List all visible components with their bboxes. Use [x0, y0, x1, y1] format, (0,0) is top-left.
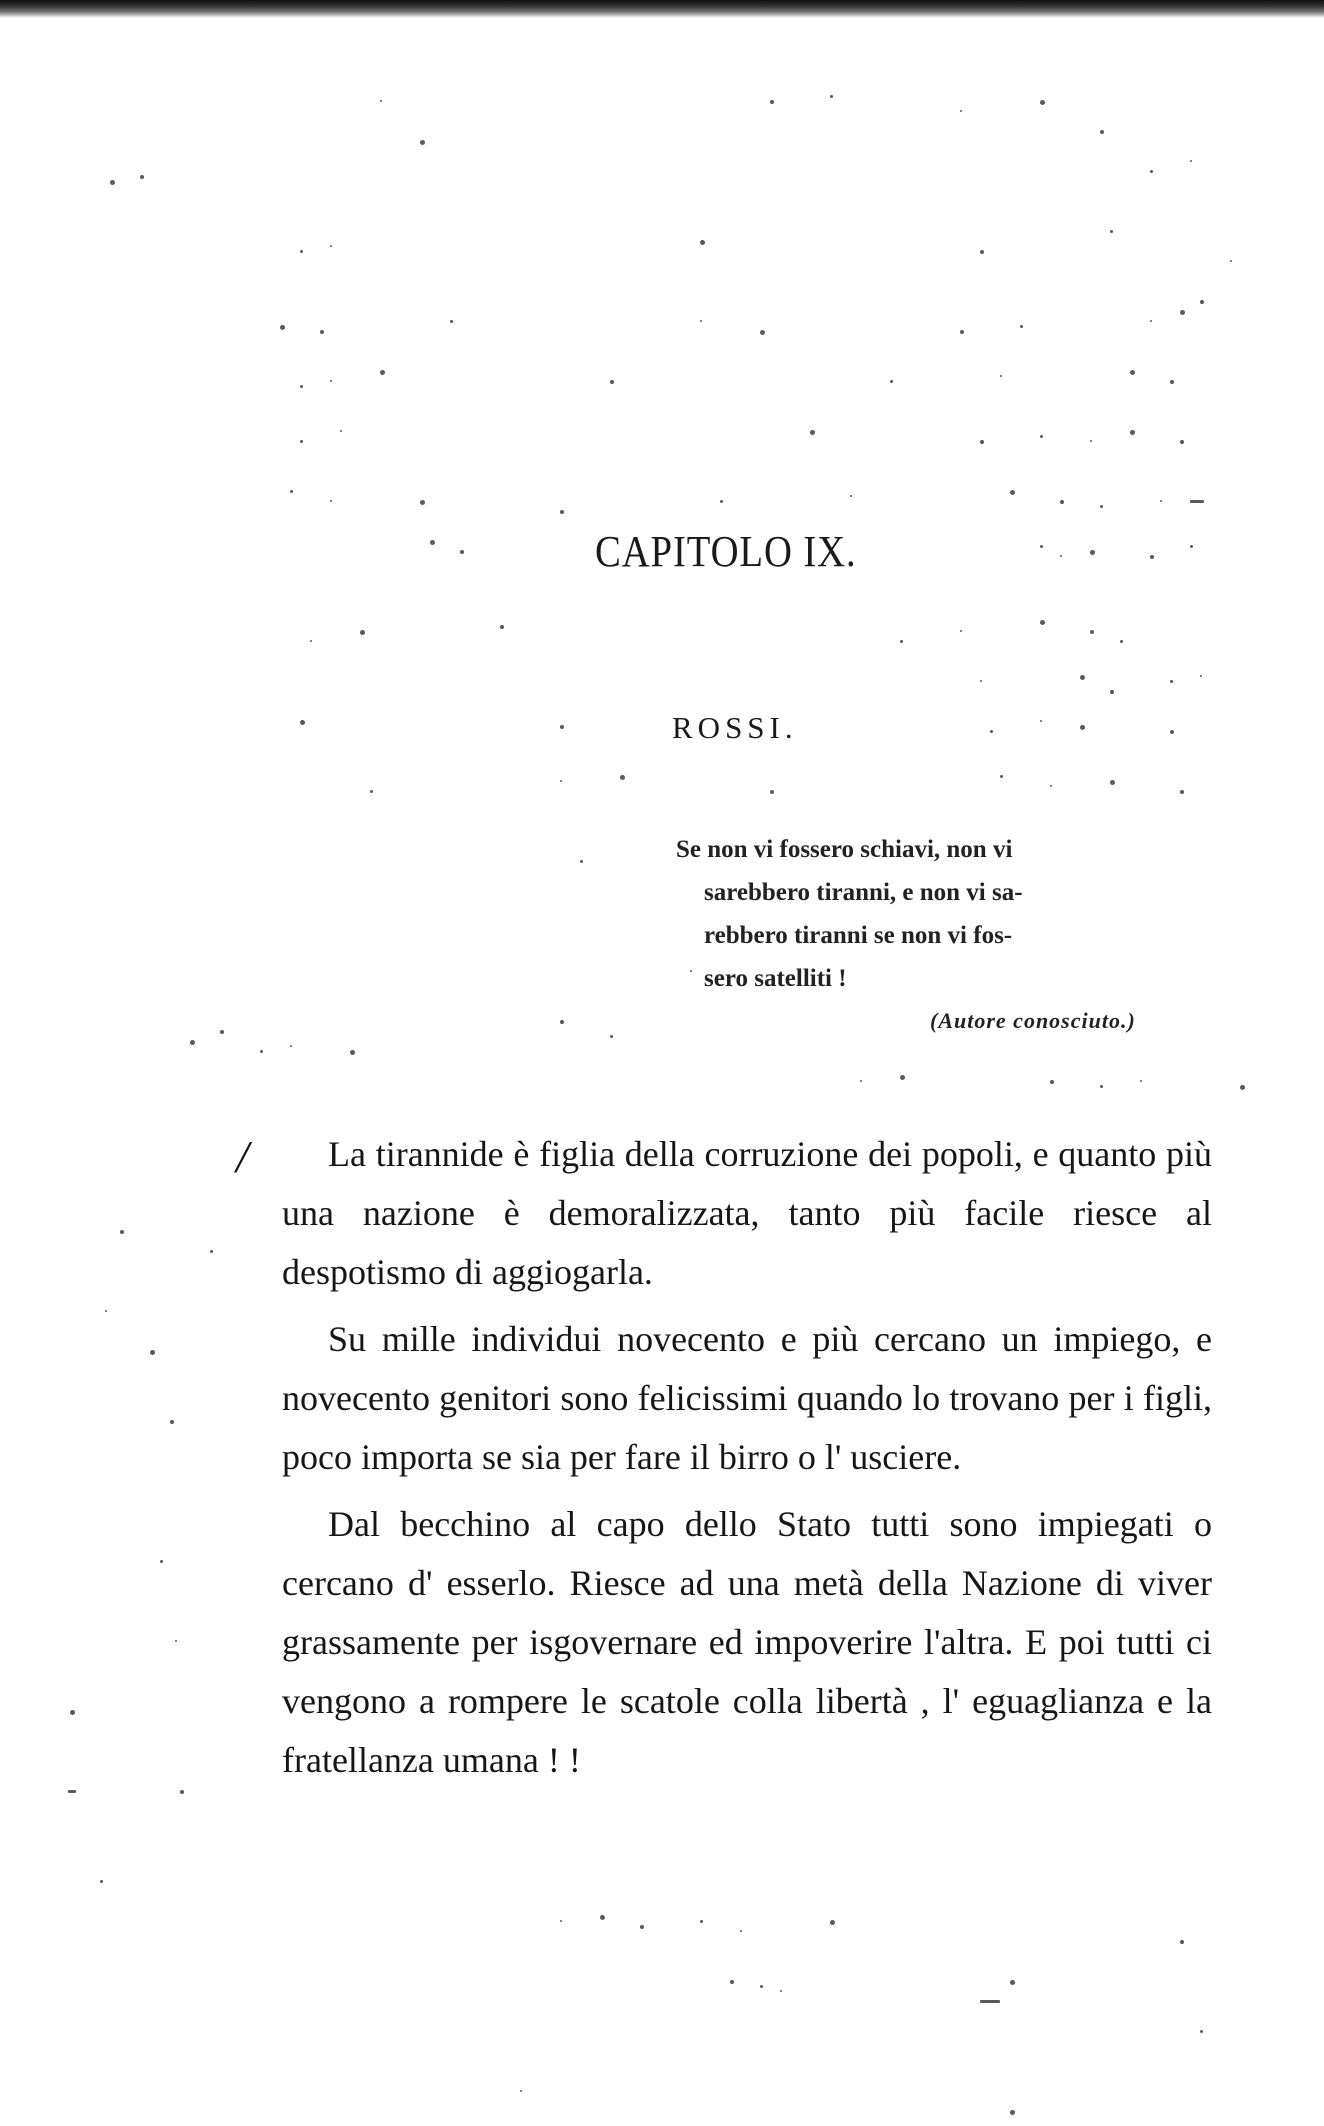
scan-speck	[110, 180, 115, 185]
scan-speck	[810, 430, 815, 435]
scan-speck	[600, 1915, 605, 1920]
scan-speck	[1110, 690, 1114, 694]
scan-speck	[1010, 1980, 1015, 1985]
scan-speck	[350, 1050, 355, 1055]
scan-dash	[1190, 500, 1204, 503]
scan-speck	[340, 430, 342, 432]
scan-speck	[990, 730, 993, 733]
paragraph: Su mille individui novecento e più cercano un impiego, e novecento genitori sono felicissimi quando lo trovano per i figli, poco importa se sia per fare il birro o l' usciere.	[282, 1319, 1212, 1477]
scan-speck	[620, 775, 625, 780]
scan-speck	[1200, 300, 1204, 304]
scan-dash	[68, 1790, 76, 1793]
scan-speck	[830, 1920, 835, 1925]
scan-speck	[1100, 505, 1103, 508]
scan-speck	[460, 550, 464, 554]
scan-speck	[1090, 440, 1092, 442]
scan-speck	[120, 1230, 124, 1234]
scan-speck	[380, 100, 382, 102]
scan-speck	[150, 1350, 155, 1355]
scan-speck	[770, 790, 774, 794]
epigraph	[676, 828, 1201, 1000]
scan-speck	[70, 1710, 75, 1715]
scan-speck	[1230, 260, 1232, 262]
epigraph-line: rebbero tiranni se non vi fos-	[704, 922, 1013, 949]
scan-speck	[300, 250, 303, 253]
scan-speck	[280, 325, 285, 330]
scan-speck	[1150, 170, 1153, 173]
scan-speck	[610, 1035, 613, 1038]
scan-speck	[1060, 500, 1064, 504]
scan-speck	[260, 1050, 263, 1053]
scan-speck	[290, 1045, 292, 1047]
scan-speck	[330, 380, 332, 382]
scan-speck	[1150, 320, 1152, 322]
scan-speck	[420, 140, 425, 145]
scan-speck	[1140, 1080, 1142, 1082]
scan-speck	[420, 500, 425, 505]
scan-speck	[1000, 775, 1003, 778]
scan-speck	[780, 1990, 782, 1992]
scan-speck	[330, 500, 332, 502]
epigraph-line: Se non vi fossero schiavi, non vi	[676, 836, 1013, 863]
scan-speck	[1180, 1940, 1184, 1944]
scan-speck	[1110, 780, 1115, 785]
scan-speck	[560, 1920, 562, 1922]
scan-speck	[850, 495, 852, 497]
scan-speck	[1040, 620, 1045, 625]
scan-speck	[960, 330, 964, 334]
scan-speck	[300, 720, 305, 725]
scan-speck	[170, 1420, 174, 1424]
scan-speck	[1040, 720, 1042, 722]
scan-speck	[175, 1640, 177, 1642]
scan-speck	[900, 640, 903, 643]
scan-speck	[1010, 490, 1015, 495]
scan-speck	[100, 1880, 103, 1883]
paragraph: Dal becchino al capo dello Stato tutti sono impiegati o cercano d' esserlo. Riesce ad una metà della Nazione di viver grassamente per isgovernare ed impoverire l'altra. E poi tutti ci vengono a rompere le scatole colla libertà , l' eguaglianza e la fratellanza umana ! !	[282, 1504, 1212, 1780]
scan-speck	[1050, 785, 1052, 787]
scan-speck	[900, 1075, 905, 1080]
scan-speck	[190, 1040, 195, 1045]
scan-speck	[700, 320, 702, 322]
scan-speck	[700, 1920, 703, 1923]
scan-speck	[1100, 130, 1104, 134]
scan-speck	[320, 330, 324, 334]
scan-speck	[700, 240, 705, 245]
scan-speck	[760, 330, 765, 335]
scan-speck	[180, 1790, 184, 1794]
scan-speck	[290, 490, 293, 493]
scan-speck	[1100, 1085, 1103, 1088]
scan-speck	[1040, 545, 1043, 548]
scan-speck	[310, 640, 312, 642]
scan-speck	[1090, 630, 1094, 634]
scan-speck	[640, 1925, 644, 1929]
scan-speck	[500, 625, 504, 629]
scan-speck	[1200, 675, 1202, 677]
scan-speck	[860, 1080, 862, 1082]
scan-speck	[210, 1250, 213, 1253]
scan-speck	[160, 1560, 163, 1563]
scan-speck	[830, 95, 833, 98]
scan-speck	[960, 110, 962, 112]
scan-speck	[1080, 725, 1085, 730]
scan-speck	[1180, 790, 1184, 794]
scan-speck	[720, 500, 723, 503]
scan-speck	[1040, 435, 1043, 438]
scan-speck	[1170, 380, 1174, 384]
scan-speck	[1160, 500, 1162, 502]
scan-speck	[1200, 2030, 1203, 2033]
scan-speck	[960, 630, 962, 632]
scan-speck	[980, 440, 984, 444]
scan-speck	[1190, 160, 1192, 162]
scan-speck	[1020, 325, 1023, 328]
scan-speck	[740, 1930, 742, 1932]
scan-speck	[560, 510, 564, 514]
scan-speck	[360, 630, 365, 635]
scan-speck	[1240, 1085, 1245, 1090]
scan-speck	[300, 440, 303, 443]
scan-speck	[1090, 550, 1095, 555]
scan-speck	[580, 860, 583, 863]
scan-speck	[560, 1020, 564, 1024]
scan-speck	[1170, 680, 1173, 683]
scan-speck	[370, 790, 373, 793]
scan-speck	[760, 1985, 763, 1988]
epigraph-line: sarebbero tiranni, e non vi sa-	[704, 879, 1023, 906]
chapter-title: CAPITOLO IX.	[595, 527, 857, 576]
scan-speck	[1190, 545, 1193, 548]
margin-mark: /	[236, 1131, 249, 1182]
scan-speck	[1040, 100, 1045, 105]
scan-speck	[1150, 555, 1154, 559]
scan-dash	[980, 2000, 1000, 2003]
section-title: ROSSI.	[672, 710, 798, 745]
body-text	[282, 1125, 1212, 1798]
scan-speck	[450, 320, 453, 323]
scan-speck	[560, 780, 562, 782]
scan-speck	[1080, 675, 1085, 680]
scan-speck	[1180, 310, 1185, 315]
scan-speck	[1130, 370, 1135, 375]
scan-speck	[380, 370, 385, 375]
epigraph-attribution: (Autore conosciuto.)	[930, 1008, 1136, 1033]
scan-speck	[730, 1980, 734, 1984]
scan-speck	[980, 680, 982, 682]
scan-speck	[1050, 1080, 1054, 1084]
scan-speck	[330, 245, 332, 247]
scan-top-border	[0, 0, 1324, 18]
scan-speck	[610, 380, 614, 384]
scan-speck	[1000, 375, 1002, 377]
scan-speck	[1060, 555, 1062, 557]
scan-speck	[105, 1310, 107, 1312]
scan-speck	[140, 175, 144, 179]
scan-speck	[220, 1030, 224, 1034]
scan-speck	[1110, 230, 1113, 233]
scan-speck	[980, 250, 984, 254]
scan-speck	[890, 380, 893, 383]
scan-speck	[300, 385, 303, 388]
scan-speck	[770, 100, 774, 104]
scan-speck	[1170, 730, 1174, 734]
scan-speck	[1120, 640, 1123, 643]
paragraph: La tirannide è figlia della corruzione dei popoli, e quanto più una nazione è demoralizzata, tanto più facile riesce al despotismo di aggiogarla.	[282, 1134, 1212, 1292]
scan-speck	[560, 725, 564, 729]
scan-speck	[1130, 430, 1135, 435]
scan-speck	[520, 2090, 522, 2092]
scan-speck	[1180, 440, 1184, 444]
epigraph-line: sero satelliti !	[704, 965, 847, 992]
scan-speck	[1010, 2110, 1015, 2115]
scan-speck	[430, 540, 435, 545]
